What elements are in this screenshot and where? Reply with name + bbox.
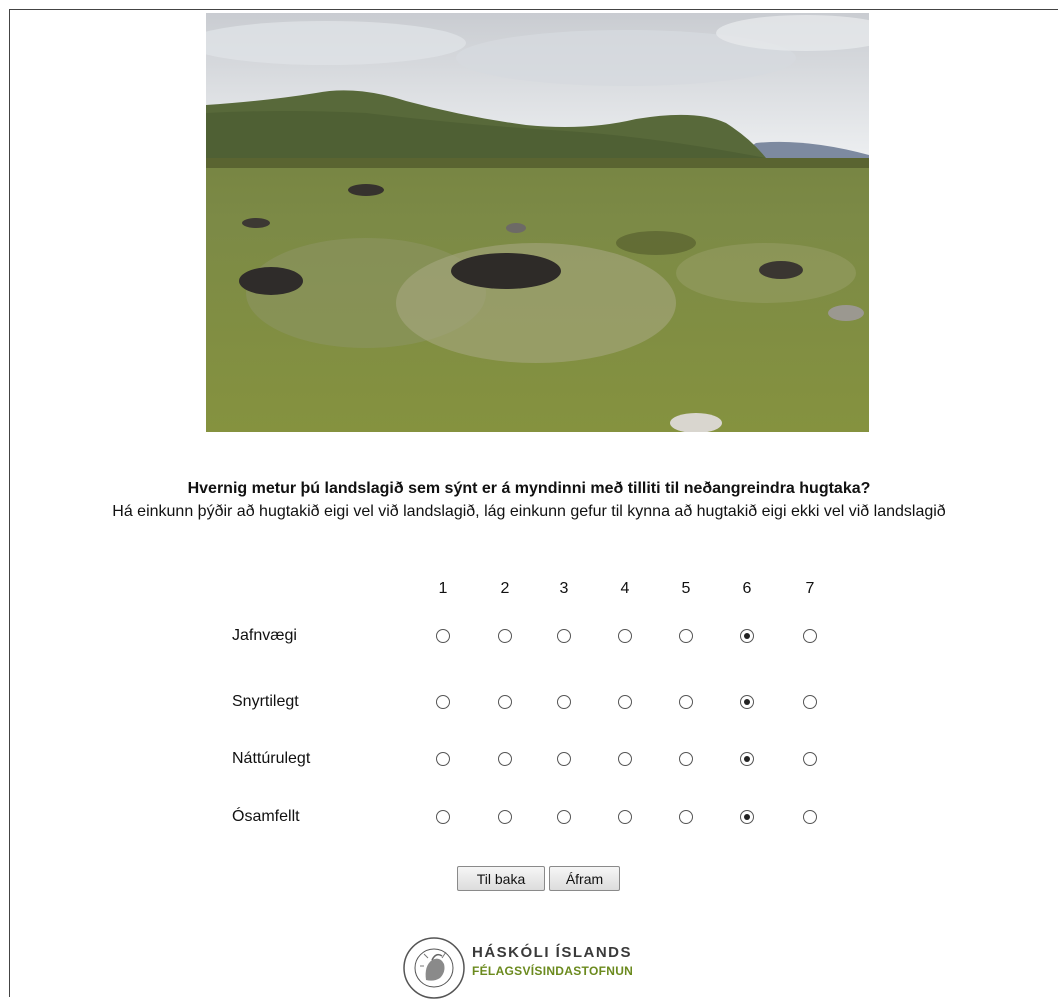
rating-radio[interactable] bbox=[803, 752, 817, 766]
instruction-text: Há einkunn þýðir að hugtakið eigi vel við landslagið, lág einkunn gefur til kynna að hugtakið eigi ekki vel við landslagið bbox=[112, 503, 946, 520]
rating-radio[interactable] bbox=[436, 752, 450, 766]
rating-radio[interactable] bbox=[679, 752, 693, 766]
rating-radio[interactable] bbox=[803, 629, 817, 643]
scale-header-7: 7 bbox=[805, 580, 815, 597]
rating-radio[interactable] bbox=[557, 629, 571, 643]
rating-radio[interactable] bbox=[740, 695, 754, 709]
rating-radio[interactable] bbox=[740, 629, 754, 643]
rating-radio[interactable] bbox=[436, 629, 450, 643]
scale-header-6: 6 bbox=[742, 580, 752, 597]
rating-radio[interactable] bbox=[618, 752, 632, 766]
landscape-photo bbox=[206, 13, 869, 432]
row-label: Jafnvægi bbox=[232, 627, 297, 644]
rating-radio[interactable] bbox=[557, 810, 571, 824]
rating-radio[interactable] bbox=[740, 810, 754, 824]
rating-radio[interactable] bbox=[618, 629, 632, 643]
scale-header-3: 3 bbox=[559, 580, 569, 597]
row-label: Náttúrulegt bbox=[232, 750, 311, 767]
rating-radio[interactable] bbox=[498, 695, 512, 709]
rating-radio[interactable] bbox=[436, 695, 450, 709]
rating-radio[interactable] bbox=[557, 695, 571, 709]
scale-header-4: 4 bbox=[620, 580, 630, 597]
row-label: Snyrtilegt bbox=[232, 693, 299, 710]
back-button[interactable]: Til baka bbox=[457, 866, 545, 891]
rating-radio[interactable] bbox=[803, 695, 817, 709]
rating-radio[interactable] bbox=[679, 810, 693, 824]
scale-header-2: 2 bbox=[500, 580, 510, 597]
question-title: Hvernig metur þú landslagið sem sýnt er á myndinni með tilliti til neðangreindra hugtaka? bbox=[187, 480, 871, 497]
row-label: Ósamfellt bbox=[232, 808, 300, 825]
next-button[interactable]: Áfram bbox=[549, 866, 620, 891]
rating-radio[interactable] bbox=[740, 752, 754, 766]
rating-radio[interactable] bbox=[618, 695, 632, 709]
rating-radio[interactable] bbox=[679, 629, 693, 643]
scale-header-1: 1 bbox=[438, 580, 448, 597]
logo-subtitle: FÉLAGSVÍSINDASTOFNUN bbox=[472, 964, 634, 978]
rating-radio[interactable] bbox=[498, 810, 512, 824]
rating-radio[interactable] bbox=[436, 810, 450, 824]
rating-radio[interactable] bbox=[557, 752, 571, 766]
rating-radio[interactable] bbox=[498, 629, 512, 643]
rating-radio[interactable] bbox=[498, 752, 512, 766]
scale-header-5: 5 bbox=[681, 580, 691, 597]
rating-radio[interactable] bbox=[679, 695, 693, 709]
rating-radio[interactable] bbox=[803, 810, 817, 824]
rating-radio[interactable] bbox=[618, 810, 632, 824]
university-seal-logo bbox=[402, 936, 466, 1000]
logo-title: HÁSKÓLI ÍSLANDS bbox=[472, 944, 633, 961]
